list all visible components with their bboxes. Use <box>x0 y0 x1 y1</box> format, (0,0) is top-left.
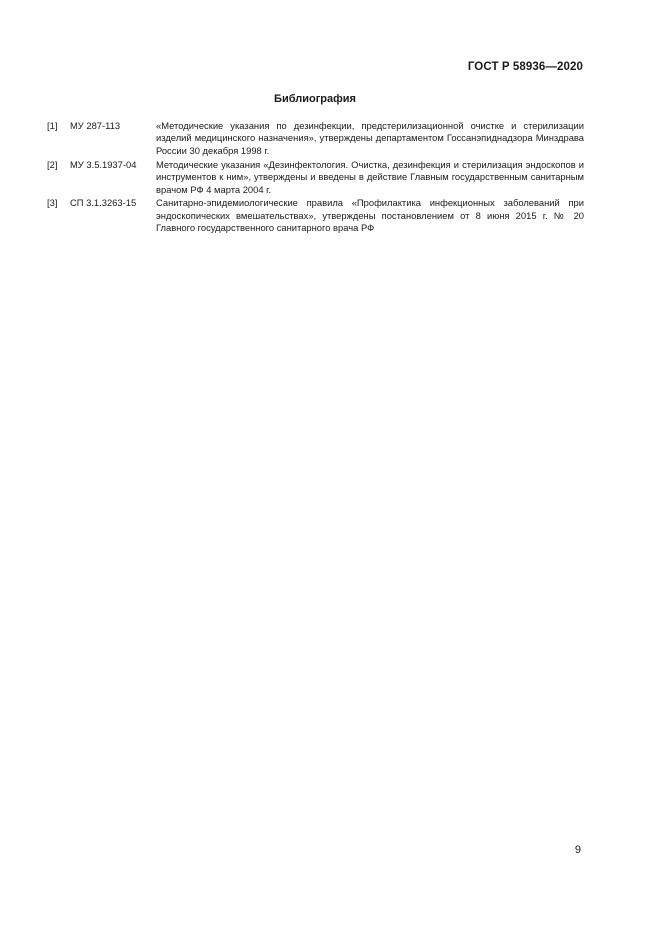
entry-description: «Методические указания по дезинфекции, предстерилизационной очистке и стерилизации изделий медицинского назначения», утверждены департаментом Госсанэпиднадзора Минздрава России 30 декабря 1998 г. <box>156 120 584 156</box>
entry-number: [2] <box>47 158 58 170</box>
section-title: Библиография <box>274 93 356 105</box>
entry-code: МУ 287-113 <box>70 120 121 131</box>
entry-description: Санитарно-эпидемиологические правила «Профилактика инфекционных заболеваний при эндоскопических вмешательствах», утверждены постановлением от 8 июня 2015 г. № 20 Главного государственного санитарного врача РФ <box>156 197 584 234</box>
bibliography-list <box>47 120 584 236</box>
document-header-code: ГОСТ Р 58936—2020 <box>467 61 583 73</box>
entry-number: [1] <box>47 120 58 131</box>
entry-code: СП 3.1.3263-15 <box>70 197 137 209</box>
entry-code: МУ 3.5.1937-04 <box>70 158 137 170</box>
page-number: 9 <box>574 844 581 856</box>
bibliography-entry <box>47 120 584 157</box>
bibliography-entry <box>47 159 584 196</box>
entry-description: Методические указания «Дезинфектология. Очистка, дезинфекция и стерилизация эндоскопов и инструментов к ним», утверждены и введены в действие Главным государственным санитарным врачом РФ 4 марта 2004 г. <box>156 158 584 195</box>
entry-number: [3] <box>47 197 58 209</box>
bibliography-entry <box>47 197 584 234</box>
